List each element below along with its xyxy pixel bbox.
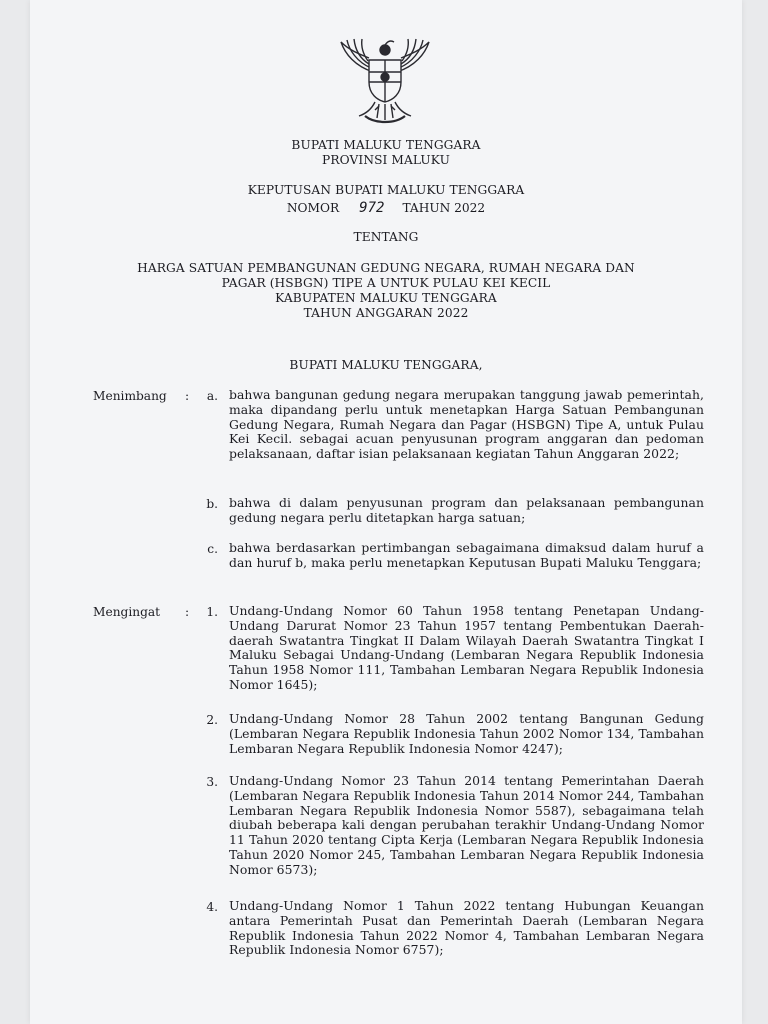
decree-title: KEPUTUSAN BUPATI MALUKU TENGGARA bbox=[247, 183, 525, 197]
mengingat-label: Mengingat bbox=[93, 605, 161, 619]
regent-title: BUPATI MALUKU TENGGARA bbox=[291, 138, 481, 152]
subject-line-3: KABUPATEN MALUKU TENGGARA bbox=[275, 291, 497, 305]
menimbang-colon: : bbox=[185, 389, 190, 403]
nomor-label: NOMOR bbox=[286, 201, 340, 215]
menimbang-label: Menimbang bbox=[93, 389, 167, 403]
tahun-label: TAHUN 2022 bbox=[402, 201, 486, 215]
mengingat-item-2: Undang-Undang Nomor 28 Tahun 2002 tentang Bangunan Gedung (Lembaran Negara Republik Indonesia Tahun 2002 Nomor 134, Tambahan Lembaran Negara Republik Indonesia Nomor 4247); bbox=[229, 711, 704, 756]
mengingat-colon: : bbox=[185, 605, 190, 619]
document-page bbox=[30, 0, 742, 1024]
mengingat-item-4: Undang-Undang Nomor 1 Tahun 2022 tentang Hubungan Keuangan antara Pemerintah Pusat dan Pemerintah Daerah (Lembaran Negara Republik Indonesia Tahun 2022 Nomor 4, Tambahan Lembaran Negara Republik Indonesia Nomor 6757); bbox=[229, 898, 704, 958]
mengingat-marker-1: 1. bbox=[206, 605, 218, 619]
subject-line-4: TAHUN ANGGARAN 2022 bbox=[303, 306, 469, 320]
menimbang-item-c: bahwa berdasarkan pertimbangan sebagaimana dimaksud dalam huruf a dan huruf b, maka perlu menetapkan Keputusan Bupati Maluku Tenggara; bbox=[229, 540, 704, 570]
menimbang-marker-a: a. bbox=[206, 389, 218, 403]
menimbang-item-b: bahwa di dalam penyusunan program dan pelaksanaan pembangunan gedung negara perlu ditetapkan harga satuan; bbox=[229, 495, 704, 525]
decree-number-line bbox=[30, 200, 742, 216]
garuda-emblem-icon bbox=[335, 36, 435, 128]
mengingat-item-1: Undang-Undang Nomor 60 Tahun 1958 tentang Penetapan Undang-Undang Darurat Nomor 23 Tahun 1957 tentang Pembentukan Daerah-daerah Swatantra Tingkat II Dalam Wilayah Daerah Swatantra Tingkat I Maluku Sebagai Undang-Undang (Lembaran Negara Republik Indonesia Tahun 1958 Nomor 111, Tambahan Lembaran Negara Republik Indonesia Nomor 1645); bbox=[229, 603, 704, 692]
subject-line-2: PAGAR (HSBGN) TIPE A UNTUK PULAU KEI KECIL bbox=[221, 276, 551, 290]
subject-line-1: HARGA SATUAN PEMBANGUNAN GEDUNG NEGARA, RUMAH NEGARA DAN bbox=[137, 261, 635, 275]
menimbang-marker-b: b. bbox=[206, 497, 218, 511]
issuer-line: BUPATI MALUKU TENGGARA, bbox=[289, 358, 483, 372]
nomor-handwritten-value: 972 bbox=[359, 200, 385, 216]
menimbang-marker-c: c. bbox=[207, 542, 218, 556]
menimbang-item-a: bahwa bangunan gedung negara merupakan tanggung jawab pemerintah, maka dipandang perlu untuk menetapkan Harga Satuan Pembangunan Gedung Negara, Rumah Negara dan Pagar (HSBGN) Tipe A, untuk Pulau Kei Kecil. sebagai acuan penyusunan program anggaran dan pedoman pelaksanaan, daftar isian pelaksanaan kegiatan Tahun Anggaran 2022; bbox=[229, 387, 704, 462]
mengingat-item-3: Undang-Undang Nomor 23 Tahun 2014 tentang Pemerintahan Daerah (Lembaran Negara Republik Indonesia Tahun 2014 Nomor 244, Tambahan Lembaran Negara Republik Indonesia Nomor 5587), sebagaimana telah diubah beberapa kali dengan perubahan terakhir Undang-Undang Nomor 11 Tahun 2020 tentang Cipta Kerja (Lembaran Negara Republik Indonesia Tahun 2020 Nomor 245, Tambahan Lembaran Negara Republik Indonesia Nomor 6573); bbox=[229, 773, 704, 877]
mengingat-marker-2: 2. bbox=[206, 713, 218, 727]
mengingat-marker-3: 3. bbox=[206, 775, 218, 789]
mengingat-marker-4: 4. bbox=[206, 900, 218, 914]
tentang-heading: TENTANG bbox=[353, 230, 419, 244]
province-title: PROVINSI MALUKU bbox=[322, 153, 450, 167]
